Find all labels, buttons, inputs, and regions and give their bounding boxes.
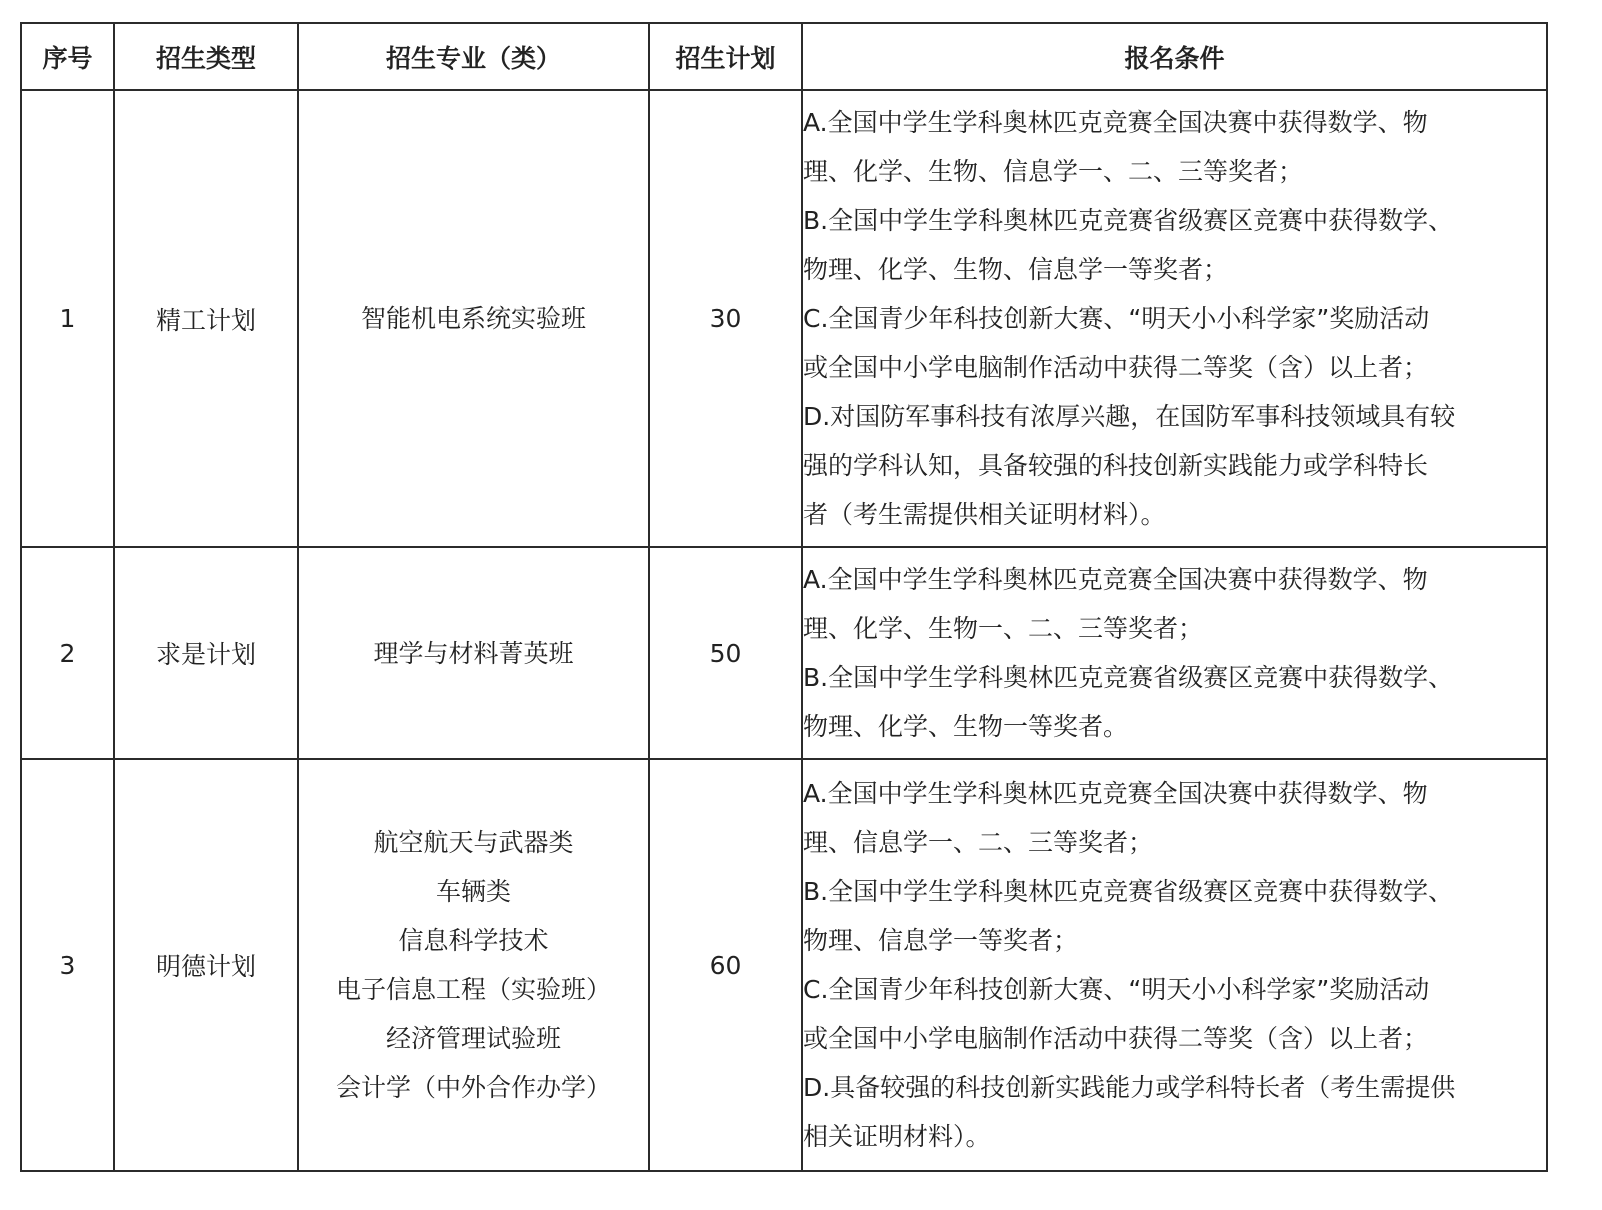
condition-line: B.全国中学生学科奥林匹克竞赛省级赛区竞赛中获得数学、 xyxy=(803,663,1454,692)
condition-line: C.全国青少年科技创新大赛、“明天小小科学家”奖励活动 xyxy=(803,975,1430,1004)
cell-plan: 30 xyxy=(649,90,802,547)
condition-line: 理、化学、生物一、二、三等奖者； xyxy=(803,614,1204,643)
major-item: 会计学（中外合作办学） xyxy=(335,1073,611,1102)
major-item: 车辆类 xyxy=(435,877,511,906)
cell-index: 3 xyxy=(21,759,114,1171)
cell-type: 明德计划 xyxy=(114,759,298,1171)
cell-index: 2 xyxy=(21,547,114,759)
header-row xyxy=(21,23,1547,90)
major-item: 电子信息工程（实验班） xyxy=(335,975,611,1004)
cell-conditions xyxy=(802,759,1547,1171)
cell-type: 精工计划 xyxy=(114,90,298,547)
cell-plan: 50 xyxy=(649,547,802,759)
condition-line: 或全国中小学电脑制作活动中获得二等奖（含）以上者； xyxy=(803,353,1429,382)
major-item: 智能机电系统实验班 xyxy=(360,304,586,333)
condition-line: B.全国中学生学科奥林匹克竞赛省级赛区竞赛中获得数学、 xyxy=(803,206,1454,235)
condition-line: 相关证明材料）。 xyxy=(803,1122,991,1151)
table-row xyxy=(21,547,1547,759)
condition-line: 物理、化学、生物、信息学一等奖者； xyxy=(803,255,1229,284)
condition-line: D.对国防军事科技有浓厚兴趣，在国防军事科技领域具有较 xyxy=(803,402,1456,431)
condition-line: 强的学科认知，具备较强的科技创新实践能力或学科特长 xyxy=(803,451,1429,480)
cell-conditions xyxy=(802,547,1547,759)
cell-index: 1 xyxy=(21,90,114,547)
condition-line: 理、信息学一、二、三等奖者； xyxy=(803,828,1154,857)
cell-type: 求是计划 xyxy=(114,547,298,759)
condition-line: 物理、化学、生物一等奖者。 xyxy=(803,712,1129,741)
condition-line: C.全国青少年科技创新大赛、“明天小小科学家”奖励活动 xyxy=(803,304,1430,333)
major-item: 信息科学技术 xyxy=(398,926,549,955)
condition-line: A.全国中学生学科奥林匹克竞赛全国决赛中获得数学、物 xyxy=(803,565,1428,594)
header-major: 招生专业（类） xyxy=(298,23,649,90)
condition-line: 或全国中小学电脑制作活动中获得二等奖（含）以上者； xyxy=(803,1024,1429,1053)
condition-line: 理、化学、生物、信息学一、二、三等奖者； xyxy=(803,157,1304,186)
cell-major xyxy=(298,759,649,1171)
cell-major xyxy=(298,90,649,547)
major-item: 经济管理试验班 xyxy=(385,1024,561,1053)
major-item: 航空航天与武器类 xyxy=(373,828,574,857)
condition-line: B.全国中学生学科奥林匹克竞赛省级赛区竞赛中获得数学、 xyxy=(803,877,1454,906)
cell-conditions xyxy=(802,90,1547,547)
cell-plan: 60 xyxy=(649,759,802,1171)
condition-line: D.具备较强的科技创新实践能力或学科特长者（考生需提供 xyxy=(803,1073,1456,1102)
table-row xyxy=(21,90,1547,547)
condition-line: 物理、信息学一等奖者； xyxy=(803,926,1079,955)
condition-line: 者（考生需提供相关证明材料）。 xyxy=(803,500,1166,529)
cell-major xyxy=(298,547,649,759)
header-index: 序号 xyxy=(21,23,114,90)
condition-line: A.全国中学生学科奥林匹克竞赛全国决赛中获得数学、物 xyxy=(803,108,1428,137)
header-type: 招生类型 xyxy=(114,23,298,90)
major-item: 理学与材料菁英班 xyxy=(373,638,574,668)
condition-line: A.全国中学生学科奥林匹克竞赛全国决赛中获得数学、物 xyxy=(803,779,1428,808)
header-conditions: 报名条件 xyxy=(802,23,1547,90)
table-row xyxy=(21,759,1547,1171)
admissions-table xyxy=(20,22,1548,1172)
header-plan: 招生计划 xyxy=(649,23,802,90)
